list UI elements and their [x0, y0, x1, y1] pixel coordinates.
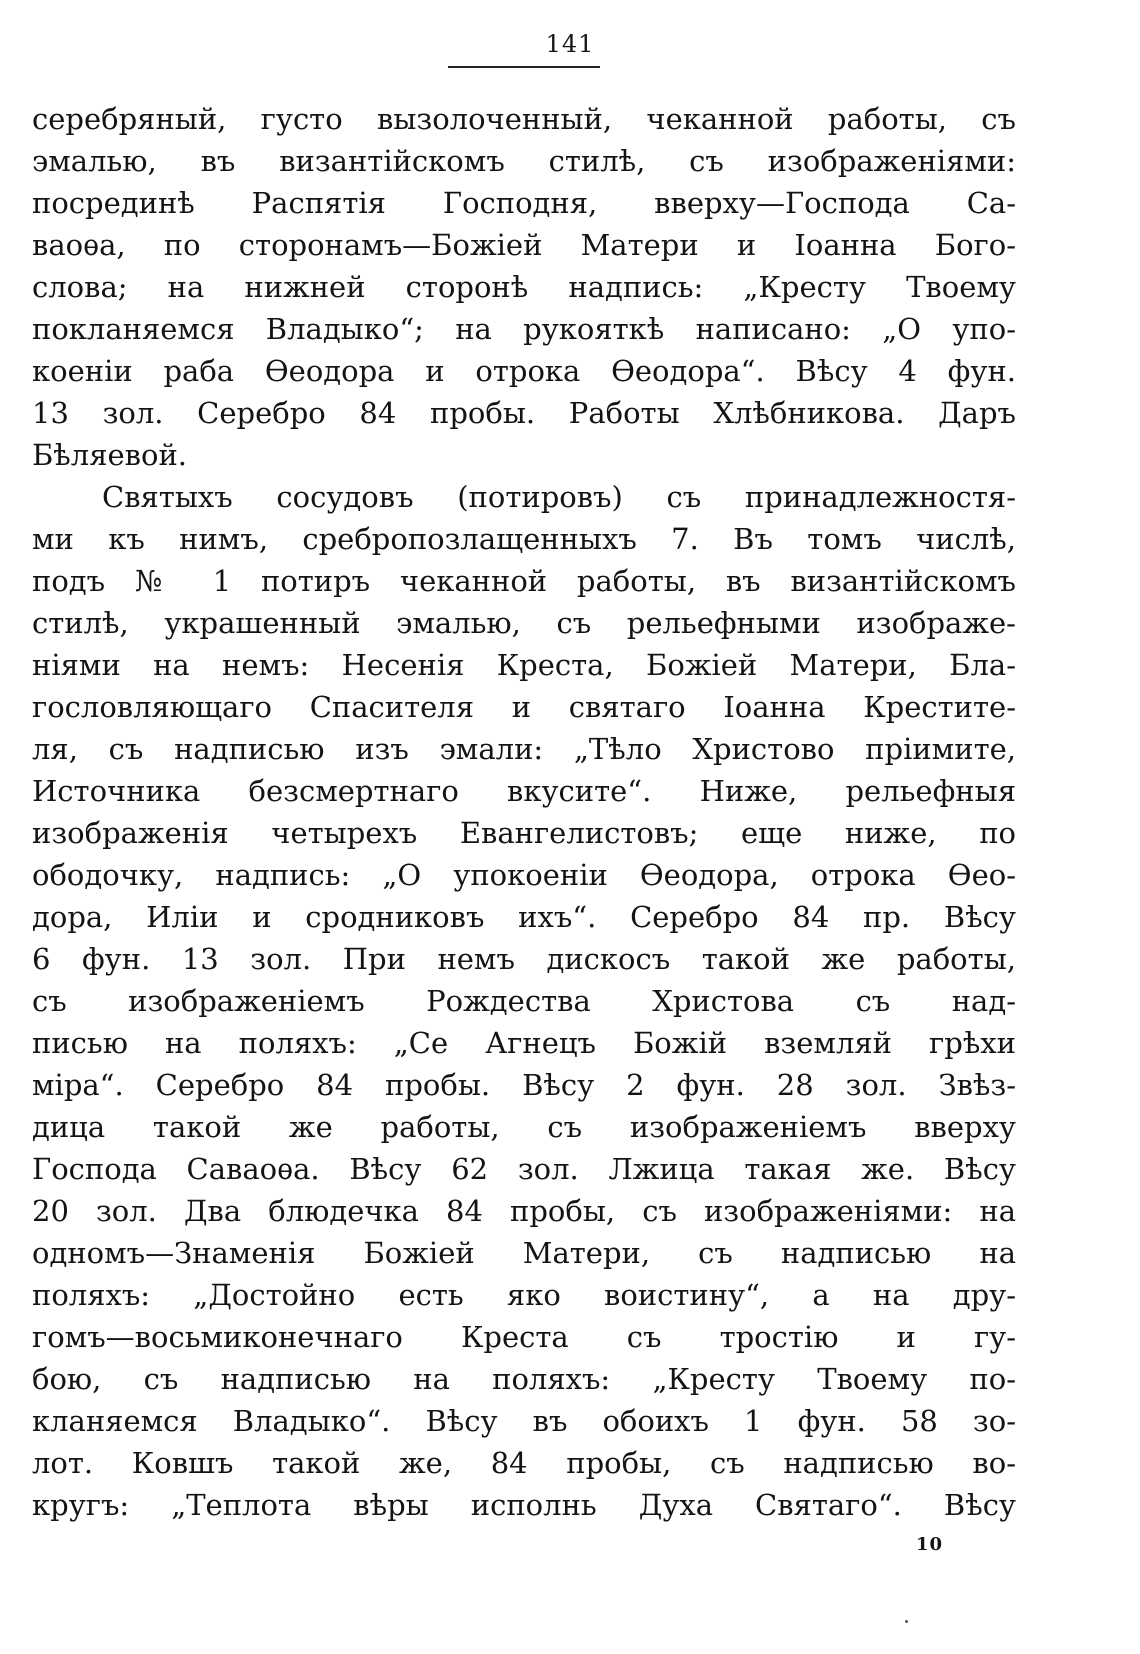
- text-line: Господа Саваоѳа. Вѣсу 62 зол. Лжица такая же. Вѣсу: [32, 1152, 1016, 1186]
- text-line: 20 зол. Два блюдечка 84 пробы, съ изображеніями: на: [32, 1194, 1016, 1228]
- header-rule: [448, 66, 600, 68]
- signature-mark: 10: [916, 1534, 944, 1555]
- text-line: дица такой же работы, съ изображеніемъ вверху: [32, 1110, 1016, 1144]
- text-line: слова; на нижней сторонѣ надпись: „Кресту Твоему: [32, 270, 1016, 304]
- text-line: покланяемся Владыко“; на рукояткѣ написано: „О упо-: [32, 312, 1016, 346]
- text-line: ободочку, надпись: „О упокоеніи Ѳеодора, отрока Ѳео-: [32, 858, 1016, 892]
- text-line: ми къ нимъ, сребропозлащенныхъ 7. Въ томъ числѣ,: [32, 522, 1016, 556]
- text-line: изображенія четырехъ Евангелистовъ; еще ниже, по: [32, 816, 1016, 850]
- text-line: 13 зол. Серебро 84 пробы. Работы Хлѣбникова. Даръ: [32, 396, 1016, 430]
- text-line: кругъ: „Теплота вѣры исполнь Духа Святаго“. Вѣсу: [32, 1488, 1016, 1522]
- text-line: кланяемся Владыко“. Вѣсу въ обоихъ 1 фун. 58 зо-: [32, 1404, 1016, 1438]
- paragraph-1: [32, 98, 1016, 476]
- text-line: эмалью, въ византійскомъ стилѣ, съ изображеніями:: [32, 144, 1016, 178]
- page-body: [32, 98, 1016, 1526]
- text-line: гомъ—восьмиконечнаго Креста съ тростію и гу-: [32, 1320, 1016, 1354]
- text-line: ваоѳа, по сторонамъ—Божіей Матери и Іоанна Бого-: [32, 228, 1016, 262]
- print-speck: [905, 1620, 908, 1623]
- text-line: Святыхъ сосудовъ (потировъ) съ принадлежностя-: [102, 480, 1016, 514]
- text-line: серебряный, густо вызолоченный, чеканной работы, съ: [32, 102, 1016, 136]
- page-number: 141: [545, 30, 595, 58]
- text-line: посрединѣ Распятія Господня, вверху—Господа Са-: [32, 186, 1016, 220]
- text-line: поляхъ: „Достойно есть яко воистину“, а на дру-: [32, 1278, 1016, 1312]
- text-line: одномъ—Знаменія Божіей Матери, съ надписью на: [32, 1236, 1016, 1270]
- text-line: ніями на немъ: Несенія Креста, Божіей Матери, Бла-: [32, 648, 1016, 682]
- paragraph-2: [32, 476, 1016, 1526]
- text-line: гословляющаго Спасителя и святаго Іоанна Крестите-: [32, 690, 1016, 724]
- text-line: коеніи раба Ѳеодора и отрока Ѳеодора“. Вѣсу 4 фун.: [32, 354, 1016, 388]
- text-line: лот. Ковшъ такой же, 84 пробы, съ надписью во-: [32, 1446, 1016, 1480]
- text-line: подъ № 1 потиръ чеканной работы, въ византійскомъ: [32, 564, 1016, 598]
- text-line: Источника безсмертнаго вкусите“. Ниже, рельефныя: [32, 774, 1016, 808]
- text-line: Бѣляевой.: [32, 438, 188, 472]
- text-line: писью на поляхъ: „Се Агнецъ Божій вземляй грѣхи: [32, 1026, 1016, 1060]
- text-line: міра“. Серебро 84 пробы. Вѣсу 2 фун. 28 зол. Звѣз-: [32, 1068, 1016, 1102]
- text-line: 6 фун. 13 зол. При немъ дискосъ такой же работы,: [32, 942, 1016, 976]
- text-line: дора, Иліи и сродниковъ ихъ“. Серебро 84 пр. Вѣсу: [32, 900, 1016, 934]
- text-line: стилѣ, украшенный эмалью, съ рельефными изображе-: [32, 606, 1016, 640]
- text-line: ля, съ надписью изъ эмали: „Тѣло Христово пріимите,: [32, 732, 1016, 766]
- text-line: съ изображеніемъ Рождества Христова съ над-: [32, 984, 1016, 1018]
- text-line: бою, съ надписью на поляхъ: „Кресту Твоему по-: [32, 1362, 1016, 1396]
